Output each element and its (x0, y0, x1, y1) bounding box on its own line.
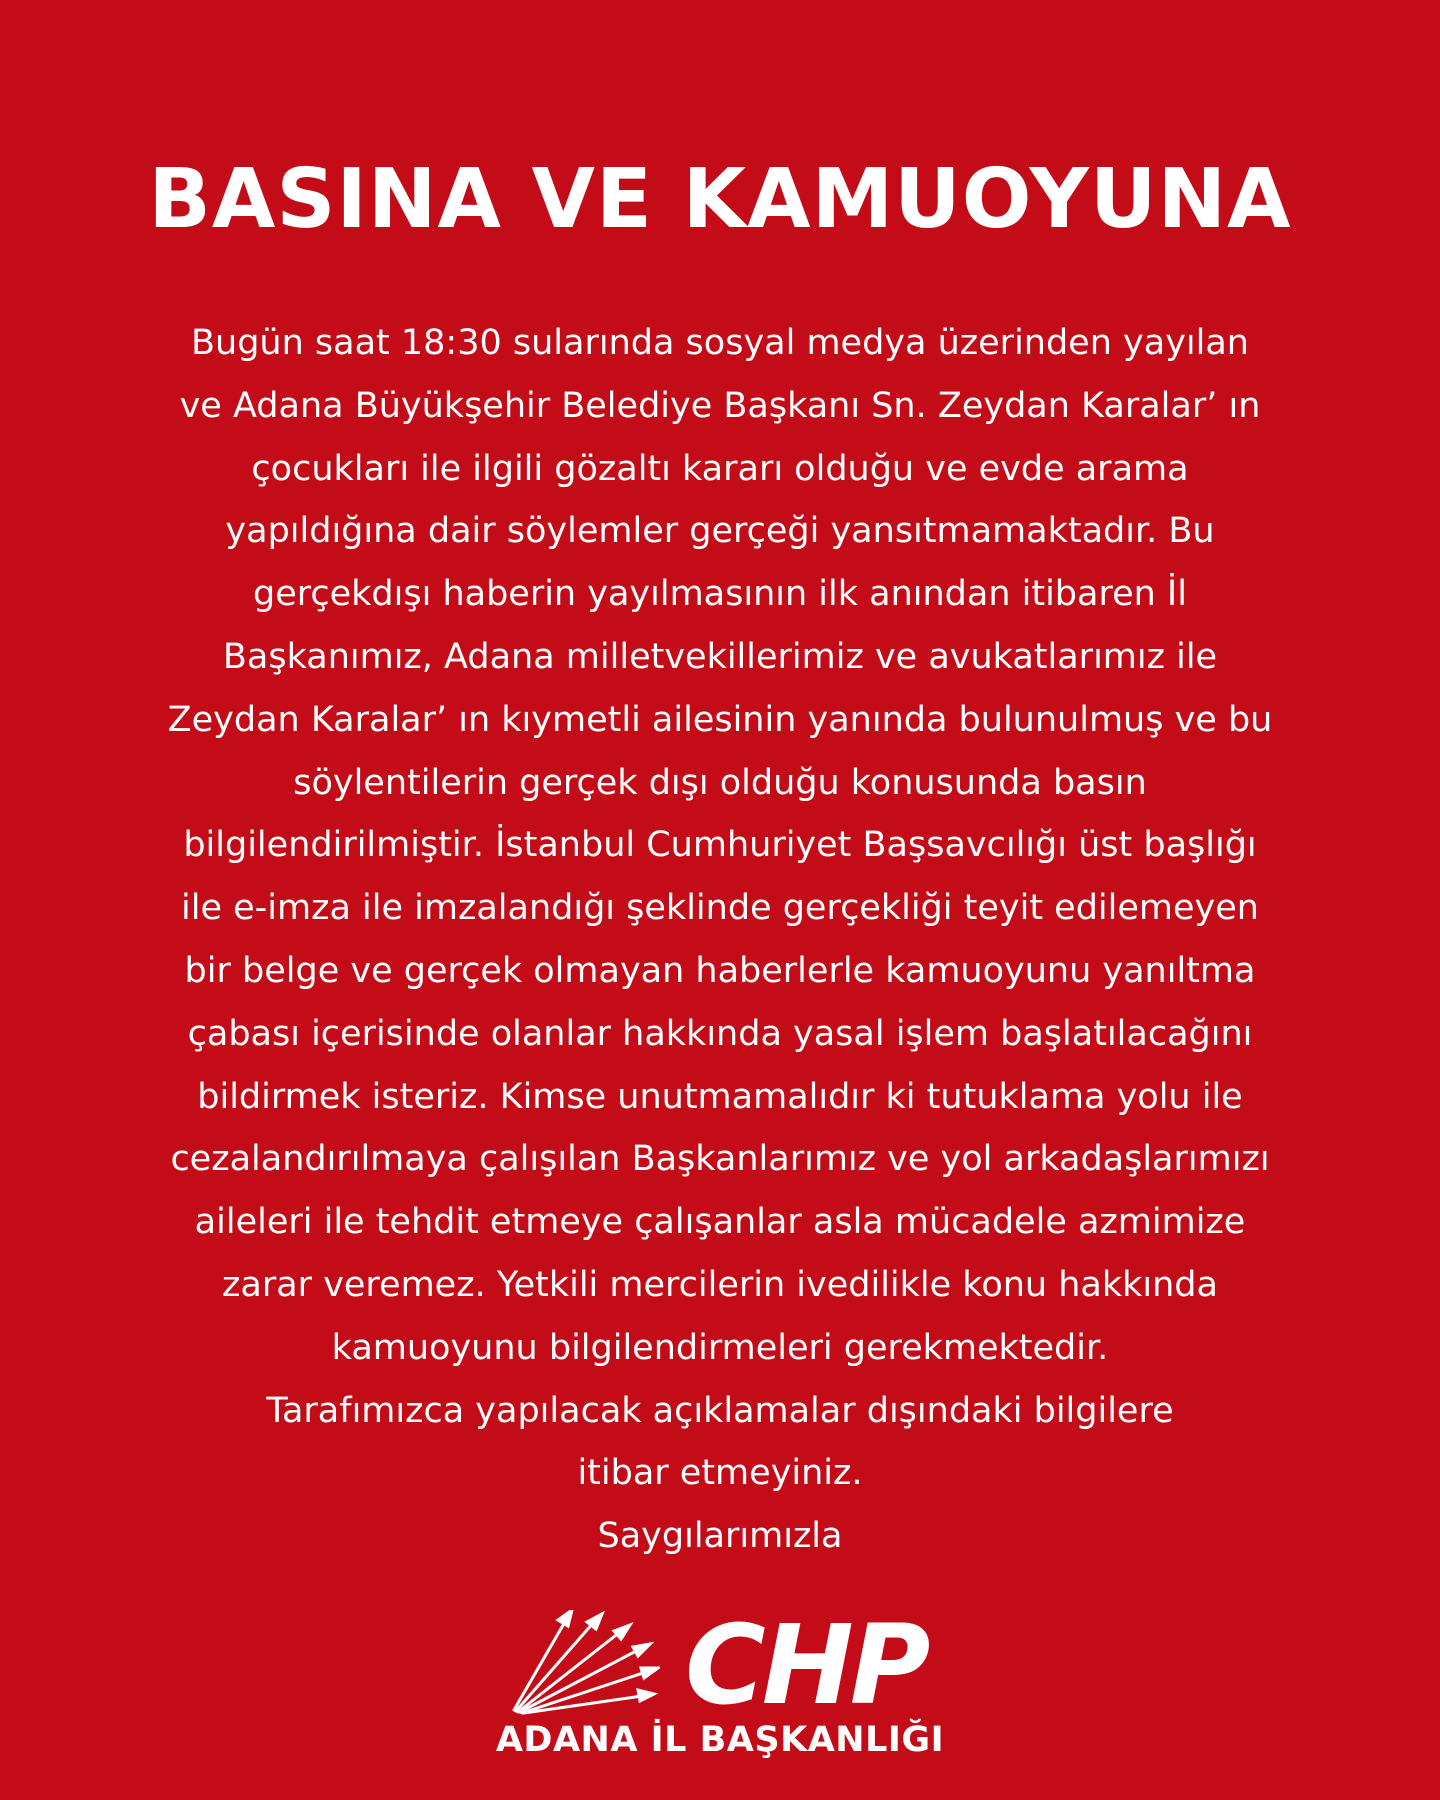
statement-line: yapıldığına dair söylemler gerçeği yansıtmamaktadır. Bu (225, 511, 1215, 552)
statement-line: Başkanımız, Adana milletvekillerimiz ve avukatlarımız ile (222, 636, 1218, 677)
statement-body (20, 312, 1420, 1568)
statement-line: bilgilendirilmiştir. İstanbul Cumhuriyet Başsavcılığı üst başlığı (183, 825, 1257, 866)
statement-line: cezalandırılmaya çalışılan Başkanlarımız ve yol arkadaşlarımızı (170, 1139, 1270, 1180)
statement-line: aileleri ile tehdit etmeye çalışanlar asla mücadele azmimize (194, 1202, 1246, 1243)
statement-line: çocukları ile ilgili gözaltı kararı olduğu ve evde arama (251, 448, 1189, 489)
statement-line: itibar etmeyiniz. (577, 1453, 863, 1494)
page-title: BASINA VE KAMUOYUNA (148, 152, 1292, 247)
statement-line: ve Adana Büyükşehir Belediye Başkanı Sn. Zeydan Karalar’ ın (179, 385, 1261, 426)
statement-line: bildirmek isteriz. Kimse unutmamalıdır ki tutuklama yolu ile (197, 1076, 1243, 1117)
statement-line: kamuoyunu bilgilendirmeleri gerekmektedir. (331, 1327, 1109, 1368)
statement-line: zarar veremez. Yetkili mercilerin ivedilikle konu hakkında (222, 1264, 1218, 1305)
chp-logo (500, 1600, 940, 1730)
statement-line: Bugün saat 18:30 sularında sosyal medya üzerinden yayılan (191, 323, 1249, 363)
statement-line: çabası içerisinde olanlar hakkında yasal işlem başlatılacağını (187, 1013, 1253, 1054)
statement-line: bir belge ve gerçek olmayan haberlerle kamuoyunu yanıltma (184, 950, 1256, 991)
statement-line: ile e-imza ile imzalandığı şeklinde gerçekliği teyit edilemeyen (181, 888, 1259, 929)
statement-line: Zeydan Karalar’ ın kıymetli ailesinin yanında bulunulmuş ve bu (167, 699, 1273, 740)
statement-line: söylentilerin gerçek dışı olduğu konusunda basın (293, 762, 1147, 803)
statement-line: Tarafımızca yapılacak açıklamalar dışındaki bilgilere (266, 1390, 1174, 1431)
statement-closing: Saygılarımızla (597, 1516, 843, 1557)
statement-line: gerçekdışı haberin yayılmasının ilk anından itibaren İl (253, 574, 1187, 615)
organization-name: ADANA İL BAŞKANLIĞI (495, 1720, 945, 1760)
chp-wordmark: CHP (685, 1601, 927, 1729)
six-arrows-icon (510, 1610, 660, 1715)
